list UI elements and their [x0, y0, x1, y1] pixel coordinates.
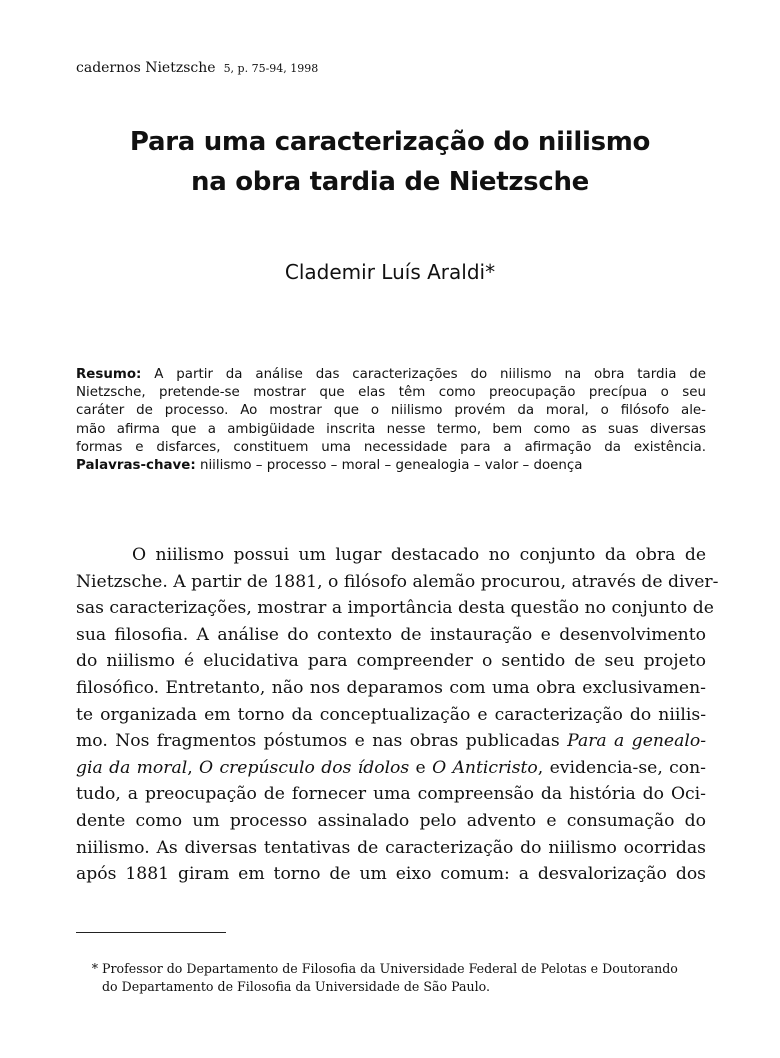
work-title-italic: O Anticristo	[432, 757, 538, 778]
abstract-line: caráter de processo. Ao mostrar que o niilismo provém da moral, o filósofo ale-	[76, 403, 706, 419]
footnote	[76, 960, 710, 995]
body-line: te organizada em torno da conceptualização e caracterização do niilis-	[76, 704, 706, 725]
body-line: tudo, a preocupação de fornecer uma compreensão da história do Oci-	[76, 784, 706, 805]
running-head	[76, 60, 318, 76]
body-line: sua filosofia. A análise do contexto de instauração e desenvolvimento	[76, 624, 706, 645]
footnote-mark: *	[91, 961, 98, 976]
body-line: filosófico. Entretanto, não nos deparamos com uma obra exclusivamen-	[76, 677, 706, 698]
body-line: após 1881 giram em torno de um eixo comum: a desvalorização dos	[76, 864, 706, 885]
body-line: niilismo. As diversas tentativas de caracterização do niilismo ocorridas	[76, 837, 706, 858]
keywords-label: Palavras-chave:	[76, 458, 196, 474]
abstract	[76, 366, 706, 475]
body-line: Nietzsche. A partir de 1881, o filósofo alemão procurou, através de diver-	[76, 571, 719, 592]
keywords: niilismo – processo – moral – genealogia – valor – doença	[199, 458, 583, 474]
abstract-line: Resumo: A partir da análise das caracterizações do niilismo na obra tardia de	[76, 367, 706, 382]
abstract-line: mão afirma que a ambigüidade inscrita nesse termo, bem como as suas diversas	[76, 421, 706, 437]
title-line-1: Para uma caracterização do niilismo	[129, 127, 651, 157]
footnote-line: * Professor do Departamento de Filosofia da Universidade Federal de Pelotas e Doutorando	[76, 960, 710, 978]
body-line: do niilismo é elucidativa para compreender o sentido de seu projeto	[76, 651, 706, 672]
body-line: dente como um processo assinalado pelo advento e consumação do	[76, 810, 706, 831]
footnote-line: do Departamento de Filosofia da Universidade de São Paulo.	[102, 978, 491, 994]
abstract-label: Resumo:	[76, 367, 142, 382]
journal-volume-pages-year: 5, p. 75-94, 1998	[223, 62, 319, 75]
body-line: gia da moral, O crepúsculo dos ídolos e O Anticristo, evidencia-se, con-	[76, 757, 706, 778]
keywords-line	[76, 457, 706, 475]
work-title-italic: gia da moral	[76, 757, 188, 778]
author-name: Clademir Luís Araldi*	[284, 260, 496, 284]
work-title-italic: O crepúsculo dos ídolos	[199, 757, 410, 778]
work-title-italic: Para a genealo-	[567, 731, 706, 752]
abstract-line: Nietzsche, pretende-se mostrar que elas têm como preocupação precípua o seu	[76, 385, 706, 401]
body-line: mo. Nos fragmentos póstumos e nas obras publicadas Para a genealo-	[76, 731, 706, 752]
body-line: sas caracterizações, mostrar a importância desta questão no conjunto de	[76, 598, 714, 619]
article-title	[0, 122, 780, 202]
title-line-2: na obra tardia de Nietzsche	[190, 167, 589, 197]
body-text	[76, 542, 719, 888]
journal-name: cadernos Nietzsche	[76, 60, 216, 76]
footnote-separator	[76, 932, 226, 933]
body-line: O niilismo possui um lugar destacado no conjunto da obra de	[132, 545, 706, 565]
abstract-line: formas e disfarces, constituem uma necessidade para a afirmação da existência.	[76, 439, 706, 455]
